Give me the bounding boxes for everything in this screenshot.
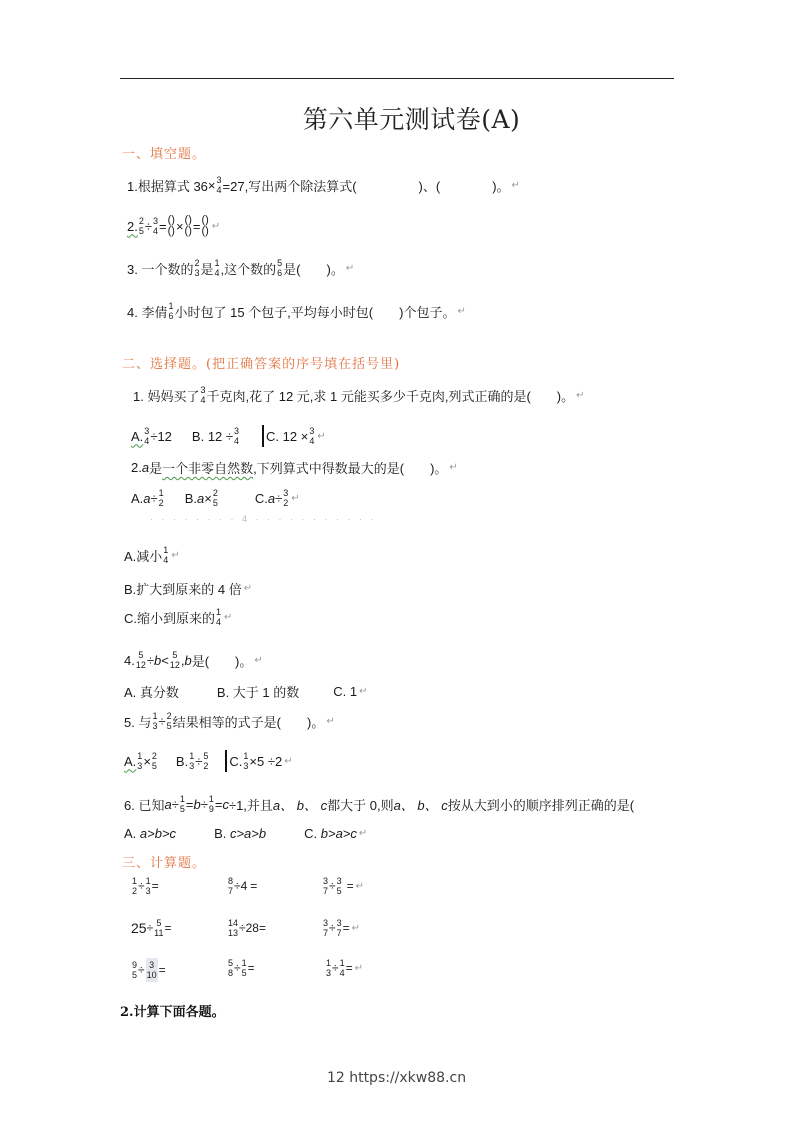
paragraph-mark-icon: ↵: [291, 492, 300, 504]
paragraph-mark-icon: ↵: [326, 715, 335, 727]
blank-fraction[interactable]: () (): [184, 214, 192, 237]
option-b[interactable]: B. a × 2 5: [184, 488, 218, 508]
fraction: 5 6: [277, 258, 283, 278]
paragraph-mark-icon: ↵: [354, 962, 364, 974]
choice-3-option-b[interactable]: B.扩大到原来的 4 倍 ↵: [124, 582, 253, 597]
paragraph-mark-icon: ↵: [511, 179, 520, 191]
option-a[interactable]: A. 1 3 × 2 5: [124, 751, 157, 771]
q-text: 千克肉,花了 12 元,求 1 元能买多少千克肉,列式正确的是(: [206, 388, 531, 404]
calc-item[interactable]: 5 8 ÷ 1 5 =: [228, 958, 255, 978]
paragraph-mark-icon: ↵: [449, 462, 458, 473]
q-text: )。: [430, 461, 448, 476]
q-text: 是: [149, 461, 163, 476]
option-b[interactable]: B. 12 ÷ 3 4: [191, 426, 240, 446]
choice-5-options: [124, 750, 293, 772]
fraction: 3 4: [216, 175, 222, 195]
q-text: ,下列算式中得数最大的是(: [253, 461, 405, 476]
q-text: 小时包了 15 个包子,平均每小时包(: [174, 304, 374, 320]
calc-item[interactable]: 1 2 ÷ 1 3 =: [132, 876, 159, 896]
option-c[interactable]: C. a ÷ 3 2: [254, 488, 289, 508]
text-cursor: [225, 750, 227, 772]
paragraph-mark-icon: ↵: [345, 262, 355, 274]
fraction: 2 5: [138, 216, 144, 236]
paragraph-mark-icon: ↵: [171, 549, 180, 561]
q-text: ,这个数的: [220, 261, 277, 277]
fill-question-1: [127, 175, 520, 195]
page-footer: 12 https://xkw88.cn: [326, 1070, 467, 1086]
calc-item[interactable]: 25 ÷ 5 11 =: [131, 918, 172, 938]
header-rule: [120, 78, 674, 79]
paragraph-mark-icon: ↵: [211, 220, 221, 232]
choice-1-options: [131, 425, 326, 447]
section-heading-fill: 一、填空题。: [122, 147, 207, 162]
operator: =: [192, 218, 201, 234]
paragraph-mark-icon: ↵: [351, 922, 361, 934]
choice-question-5: 5. 与 1 3 ÷ 2 5 结果相等的式子是( )。 ↵: [124, 711, 335, 731]
paragraph-mark-icon: ↵: [359, 686, 368, 697]
choice-question-2: [131, 458, 458, 477]
subsection-title: 2.计算下面各题。: [120, 1005, 225, 1020]
q-text: 1.根据算式 36: [127, 178, 208, 194]
q-text: 4. 李倩: [127, 304, 168, 320]
calc-item[interactable]: 14 13 ÷28 =: [228, 918, 266, 938]
paragraph-mark-icon: ↵: [358, 828, 368, 839]
choice-6-options: [124, 826, 367, 841]
paragraph-mark-icon: ↵: [317, 430, 326, 442]
option-b[interactable]: B. 大于 1 的数: [216, 685, 300, 700]
q-text: )。: [326, 261, 344, 277]
blank-fraction[interactable]: () (): [167, 214, 175, 237]
paragraph-mark-icon: ↵: [224, 611, 233, 623]
option-c[interactable]: C. 1 3 ×5 ÷2: [229, 751, 283, 771]
option-b[interactable]: B. 1 3 ÷ 5 2: [175, 751, 209, 771]
fill-question-4: [127, 301, 466, 321]
paragraph-mark-icon: ↵: [457, 305, 466, 317]
q-text: 是: [200, 261, 214, 277]
fraction: 3 4: [153, 216, 159, 236]
fraction: 2 3: [194, 258, 200, 278]
operator: =: [159, 218, 167, 234]
choice-3-option-a[interactable]: A.减小 1 4 ↵: [124, 545, 180, 565]
q-text: )。: [492, 178, 510, 194]
option-c[interactable]: C. 1: [333, 684, 358, 699]
choice-2-options: [131, 488, 300, 508]
highlighted-fraction: 3 10: [146, 960, 157, 980]
clipped-question-3: · · · · · · · · 4 · · · · · · · · · · ·: [150, 514, 377, 524]
paragraph-mark-icon: ↵: [243, 583, 253, 594]
calc-item[interactable]: 1 3 ÷ 1 4 = ↵: [326, 958, 364, 978]
option-c[interactable]: C. b>a>c: [304, 826, 357, 841]
option-a[interactable]: A. 3 4 ÷12: [131, 426, 172, 446]
fraction: 1 4: [214, 258, 220, 278]
fill-question-3: [127, 258, 354, 278]
calc-item[interactable]: 8 7 ÷4 =: [228, 876, 258, 896]
calc-item[interactable]: 3 7 ÷ 3 5 = ↵: [323, 876, 365, 896]
section-heading-choice: 二、选择题。(把正确答案的序号填在括号里): [122, 357, 401, 372]
q-text: 1. 妈妈买了: [133, 388, 200, 404]
section-heading-calc: 三、计算题。: [122, 856, 207, 871]
choice-4-options: [124, 682, 368, 701]
q-text: =27,写出两个除法算式(: [222, 178, 357, 194]
calc-item[interactable]: 9 5 ÷ 3 10 =: [132, 960, 166, 980]
option-a[interactable]: A. a>b>c: [124, 826, 177, 841]
q-text: 2.: [131, 460, 142, 475]
choice-question-4: 4. 5 12 ÷ b < 5 12 , b 是( )。 ↵: [124, 650, 263, 670]
option-a[interactable]: A. a ÷ 1 2: [131, 488, 164, 508]
paragraph-mark-icon: ↵: [254, 654, 263, 666]
paragraph-mark-icon: ↵: [355, 880, 365, 892]
calc-item[interactable]: 3 7 ÷ 3 7 = ↵: [323, 918, 361, 938]
q-text: 3. 一个数的: [127, 261, 194, 277]
fraction: 3 4: [200, 385, 206, 405]
paragraph-mark-icon: ↵: [576, 389, 585, 401]
fraction: 1 6: [168, 301, 174, 321]
operator: ×: [207, 177, 216, 193]
text-cursor: [262, 425, 264, 447]
variable: a: [141, 460, 150, 475]
choice-3-option-c[interactable]: C.缩小到原来的 1 4 ↵: [124, 607, 233, 627]
q-text: )个包子。: [399, 304, 456, 320]
q-label: 2.: [127, 218, 138, 234]
choice-question-1: [133, 385, 585, 405]
page-title: 第六单元测试卷(A): [302, 105, 521, 134]
fill-question-2: [127, 215, 220, 237]
paragraph-mark-icon: ↵: [284, 755, 293, 767]
q-text: 一个非零自然数: [162, 461, 254, 476]
option-a[interactable]: A. 真分数: [124, 685, 179, 700]
blank-fraction[interactable]: () (): [201, 214, 209, 237]
option-c[interactable]: C. 12 × 3 4: [266, 426, 315, 446]
operator: ÷: [144, 218, 152, 234]
operator: ×: [175, 218, 184, 234]
q-text: )。: [556, 388, 575, 404]
option-b[interactable]: B. c>a>b: [214, 826, 267, 841]
choice-question-6: 6. 已知 a ÷ 1 5 = b ÷ 1 9 = c ÷1,并且 a、 b、 c 都大于 0,则 a、 b、 c 按从大到小的顺序排列正确的是(: [124, 794, 635, 814]
q-text: 是(: [283, 261, 301, 277]
q-text: )、(: [418, 178, 441, 194]
